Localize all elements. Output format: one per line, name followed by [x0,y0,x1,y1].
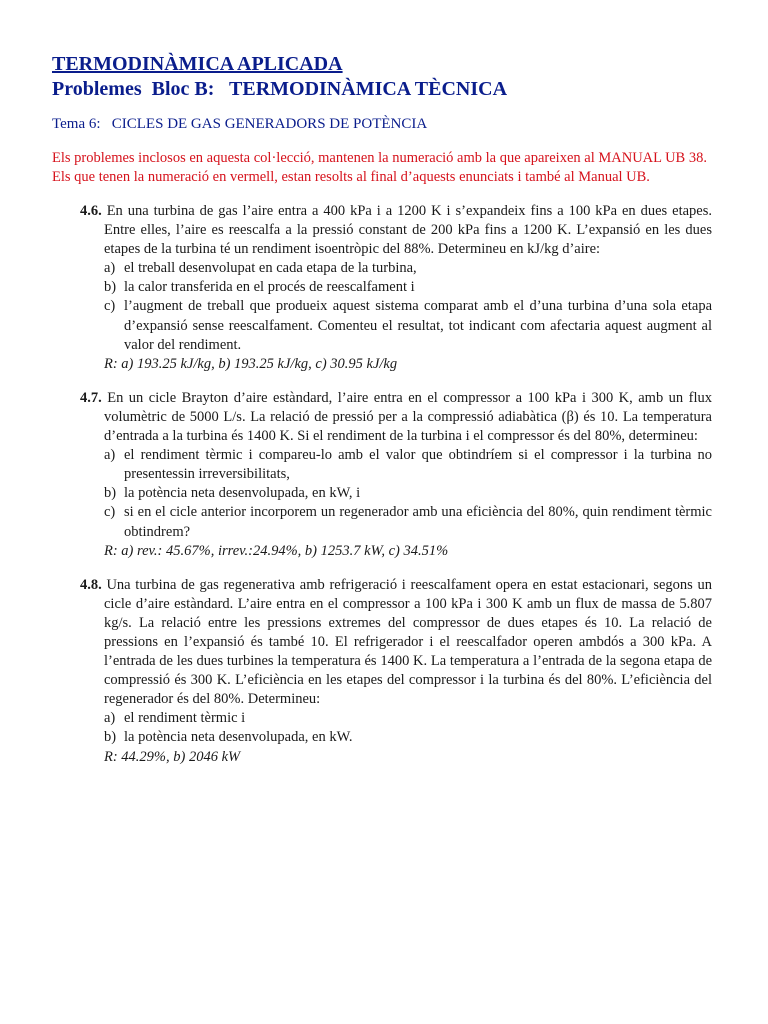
item-label: a) [104,260,116,277]
item-text: el rendiment tèrmic i [124,710,246,727]
item-text: si en el cicle anterior incorporem un regenerador amb una eficiència del 80%, quin rendiment tèrmic obtindrem? [124,504,712,540]
note-paragraph: Els problemes inclosos en aquesta col·lecció, mantenen la numeració amb la que apareixen al MANUAL UB 38. [52,150,707,166]
problem-intro-text: En una turbina de gas l’aire entra a 400 kPa i a 1200 K i s’expandeix fins a 100 kPa en dues etapes. Entre elles, l’aire es reescalfa a la pressió constant de 200 kPa fins a 1200 K. L’expansió en les dues etapes de la turbina té un rendiment isoentròpic del 88%. Determineu en kJ/kg d’aire: [104,203,712,258]
problem-item [104,259,712,278]
problem-4-7 [52,389,712,561]
problem-statement [52,202,712,259]
topic-heading: Tema 6: CICLES DE GAS GENERADORS DE POTÈNCIA [52,116,428,132]
notes-block [52,149,712,187]
item-text: la potència neta desenvolupada, en kW. [124,729,353,746]
item-label: b) [104,279,117,296]
problem-item [104,297,712,354]
problem-items [52,709,712,747]
item-text: el rendiment tèrmic i compareu-lo amb el valor que obtindríem si el compressor i la turbina no presentessin irreversibilitats, [124,447,712,483]
item-text: la calor transferida en el procés de reescalfament i [124,279,415,296]
problem-4-8 [52,576,712,767]
item-label: c) [104,504,116,521]
problem-item [104,728,712,747]
problem-item [104,709,712,728]
item-label: b) [104,729,117,746]
problem-answer: R: 44.29%, b) 2046 kW [104,748,241,765]
item-text: el treball desenvolupat en cada etapa de la turbina, [124,260,417,277]
problem-intro-text: Una turbina de gas regenerativa amb refrigeració i reescalfament opera en estat estacionari, segons un cicle d’aire estàndard. L’aire entra en el compressor a 100 kPa i 300 K amb un flux de massa de 5.807 kg/s. La relació entre les pressions extremes del compressor de dues etapes és 10. La relació de pressions en l’expansió és també 10. El refrigerador i el reescalfador operen ambdós a 300 kPa. A l’entrada de les dues turbines la temperatura és 1400 K. La temperatura a l’entrada de la segona etapa de compressió és 300 K. L’eficiència en les etapes del compressor i la turbina és del 80%. L’eficiència del regenerador és del 80%. Determineu: [104,576,712,708]
problem-4-6 [52,202,712,374]
problem-statement [52,576,712,710]
item-label: a) [104,710,116,727]
problem-item [104,484,712,503]
item-label: b) [104,485,117,502]
document-subtitle: Problemes Bloc B: TERMODINÀMICA TÈCNICA [52,78,508,100]
note-paragraph: Els que tenen la numeració en vermell, estan resolts al final d’aquests enunciats i també al Manual UB. [52,169,650,185]
problem-intro-text: En un cicle Brayton d’aire estàndard, l’aire entra en el compressor a 100 kPa i 300 K, amb un flux volumètric de 5000 L/s. La relació de pressió per a la compressió adiabàtica (β) és 10. La temperatura d’entrada a la turbina és 1400 K. Si el rendiment de la turbina i el compressor és del 80%, determineu: [104,389,712,445]
problem-number: 4.6. [80,203,102,219]
problem-answer: R: a) rev.: 45.67%, irrev.:24.94%, b) 1253.7 kW, c) 34.51% [104,542,449,559]
problem-item [104,446,712,484]
document-title: TERMODINÀMICA APLICADA [52,53,343,75]
item-text: l’augment de treball que produeix aquest sistema comparat amb el d’una turbina d’una sola etapa d’expansió sense reescalfament. Comenteu el resultat, tot indicant com afectaria aquest augment al valor del rendiment. [124,298,712,353]
item-label: c) [104,298,116,315]
problem-items [52,446,712,541]
problem-answer: R: a) 193.25 kJ/kg, b) 193.25 kJ/kg, c) 30.95 kJ/kg [104,355,398,372]
problem-number: 4.8. [80,576,102,593]
problem-item [104,503,712,541]
item-label: a) [104,447,116,464]
problem-item [104,278,712,297]
problem-statement [52,389,712,446]
problem-items [52,259,712,354]
problem-number: 4.7. [80,389,102,406]
item-text: la potència neta desenvolupada, en kW, i [124,485,361,502]
